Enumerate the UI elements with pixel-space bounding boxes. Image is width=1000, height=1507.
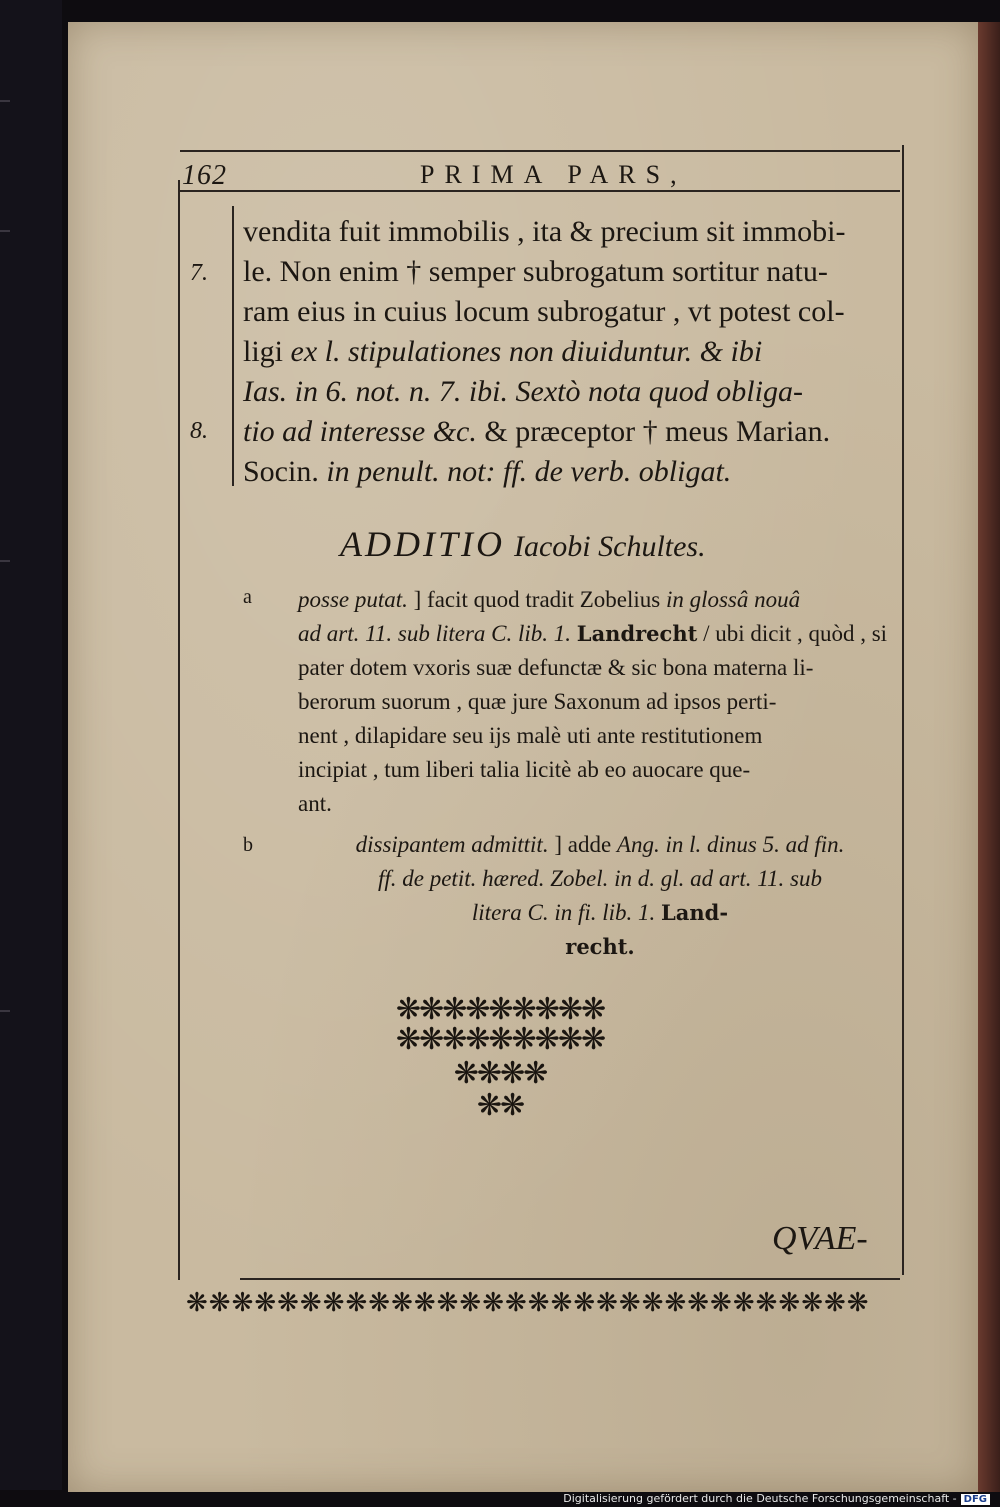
italic-text: posse putat. bbox=[298, 587, 408, 612]
italic-text: in glossâ nouâ bbox=[665, 587, 801, 612]
additio-title: ADDITIO bbox=[340, 524, 505, 564]
ornament-glyphs: ❋❋❋❋❋❋❋❋❋ bbox=[395, 992, 605, 1027]
roman-text: ] facit quod tradit Zobelius bbox=[407, 587, 666, 612]
footer-rule bbox=[240, 1278, 900, 1280]
italic-text: tio ad interesse &c. bbox=[243, 415, 477, 448]
page-number: 162 bbox=[182, 160, 227, 191]
note-a-marker: a bbox=[243, 586, 252, 608]
roman-text: incipiat , tum liberi talia licitè ab eo auocare que- bbox=[298, 757, 751, 782]
margin-number-8: 8. bbox=[190, 418, 208, 444]
text-line bbox=[298, 787, 908, 821]
italic-text: ad art. 11. sub litera C. lib. 1. bbox=[298, 621, 577, 646]
header-rule-bottom bbox=[180, 190, 900, 192]
roman-text: vendita fuit immobilis , ita & precium sit immobi- bbox=[243, 215, 846, 248]
roman-text: ] adde bbox=[548, 832, 617, 857]
text-line bbox=[243, 452, 903, 492]
text-line bbox=[243, 412, 903, 452]
blackletter-word: Land- bbox=[661, 900, 729, 925]
note-b-text bbox=[300, 828, 900, 964]
text-line bbox=[300, 896, 900, 930]
roman-text: ram eius in cuius locum subrogatur , vt potest col- bbox=[243, 295, 845, 328]
italic-text: ff. de petit. hæred. Zobel. in d. gl. ad art. 11. sub bbox=[377, 866, 823, 891]
text-line bbox=[298, 719, 908, 753]
text-line bbox=[243, 332, 903, 372]
book-edge bbox=[0, 0, 62, 1490]
roman-text: pater dotem vxoris suæ defunctæ & sic bona materna li- bbox=[298, 655, 814, 680]
roman-text: nent , dilapidare seu ijs malè uti ante restitutionem bbox=[298, 723, 763, 748]
roman-text: ligi bbox=[243, 335, 291, 368]
margin-number-7: 7. bbox=[190, 260, 208, 286]
italic-text: Ang. in l. dinus 5. ad fin. bbox=[616, 832, 845, 857]
text-line bbox=[298, 685, 908, 719]
text-line bbox=[243, 212, 903, 252]
italic-text: in penult. not: ff. de verb. obligat. bbox=[326, 455, 732, 488]
tailpiece-ornament-row-3 bbox=[0, 1056, 1000, 1091]
italic-text: dissipantem admittit. bbox=[355, 832, 549, 857]
ornament-glyphs: ❋❋ bbox=[476, 1088, 524, 1123]
additio-author: Iacobi Schultes. bbox=[513, 530, 706, 563]
text-line bbox=[298, 617, 908, 651]
footer-text: Digitalisierung gefördert durch die Deutsche Forschungsgemeinschaft - bbox=[563, 1492, 957, 1505]
text-line bbox=[243, 252, 903, 292]
ornament-glyphs: ❋❋❋❋❋❋❋❋❋ bbox=[395, 1022, 605, 1057]
text-line bbox=[243, 292, 903, 332]
digitization-footer bbox=[563, 1492, 990, 1505]
tailpiece-ornament-row-2 bbox=[0, 1022, 1000, 1057]
catchword: QVAE- bbox=[772, 1220, 868, 1257]
text-line bbox=[298, 651, 908, 685]
tailpiece-ornament-row-4 bbox=[0, 1088, 1000, 1123]
text-line bbox=[298, 753, 908, 787]
note-b-marker: b bbox=[243, 834, 253, 856]
blackletter-word: Landrecht bbox=[576, 621, 698, 646]
roman-text: berorum suorum , quæ jure Saxonum ad ipsos perti- bbox=[298, 689, 777, 714]
binding-edge bbox=[978, 22, 1000, 1492]
text-line bbox=[300, 828, 900, 862]
dfg-logo-icon: DFG bbox=[961, 1494, 990, 1505]
text-line bbox=[300, 862, 900, 896]
ornament-glyphs: ❋❋❋❋❋❋❋❋❋❋❋❋❋❋❋❋❋❋❋❋❋❋❋❋❋❋❋❋❋❋ bbox=[186, 1288, 870, 1318]
note-a-text bbox=[298, 583, 908, 821]
roman-text: le. Non enim † semper subrogatum sortitur natu- bbox=[243, 255, 828, 288]
roman-text: ant. bbox=[298, 791, 332, 816]
italic-text: litera C. in fi. lib. 1. bbox=[471, 900, 662, 925]
additio-heading bbox=[340, 523, 706, 565]
text-column-rule bbox=[232, 206, 234, 486]
italic-text: ex l. stipulationes non diuiduntur. & ibi bbox=[290, 335, 763, 368]
text-line bbox=[300, 930, 900, 964]
italic-text: Ias. in 6. not. n. 7. ibi. Sextò nota quod obliga- bbox=[243, 375, 803, 408]
text-line bbox=[243, 372, 903, 412]
header-rule-top bbox=[180, 150, 900, 152]
roman-text: & præceptor † meus Marian. bbox=[476, 415, 831, 448]
roman-text: / ubi dicit , quòd , si bbox=[697, 621, 888, 646]
roman-text: Socin. bbox=[243, 455, 327, 488]
main-text-block bbox=[243, 212, 903, 492]
ornament-glyphs: ❋❋❋❋ bbox=[453, 1056, 547, 1091]
running-title: PRIMA PARS, bbox=[420, 160, 687, 189]
bottom-ornament-band bbox=[186, 1288, 926, 1318]
text-line bbox=[298, 583, 908, 617]
blackletter-word: recht. bbox=[565, 934, 635, 959]
